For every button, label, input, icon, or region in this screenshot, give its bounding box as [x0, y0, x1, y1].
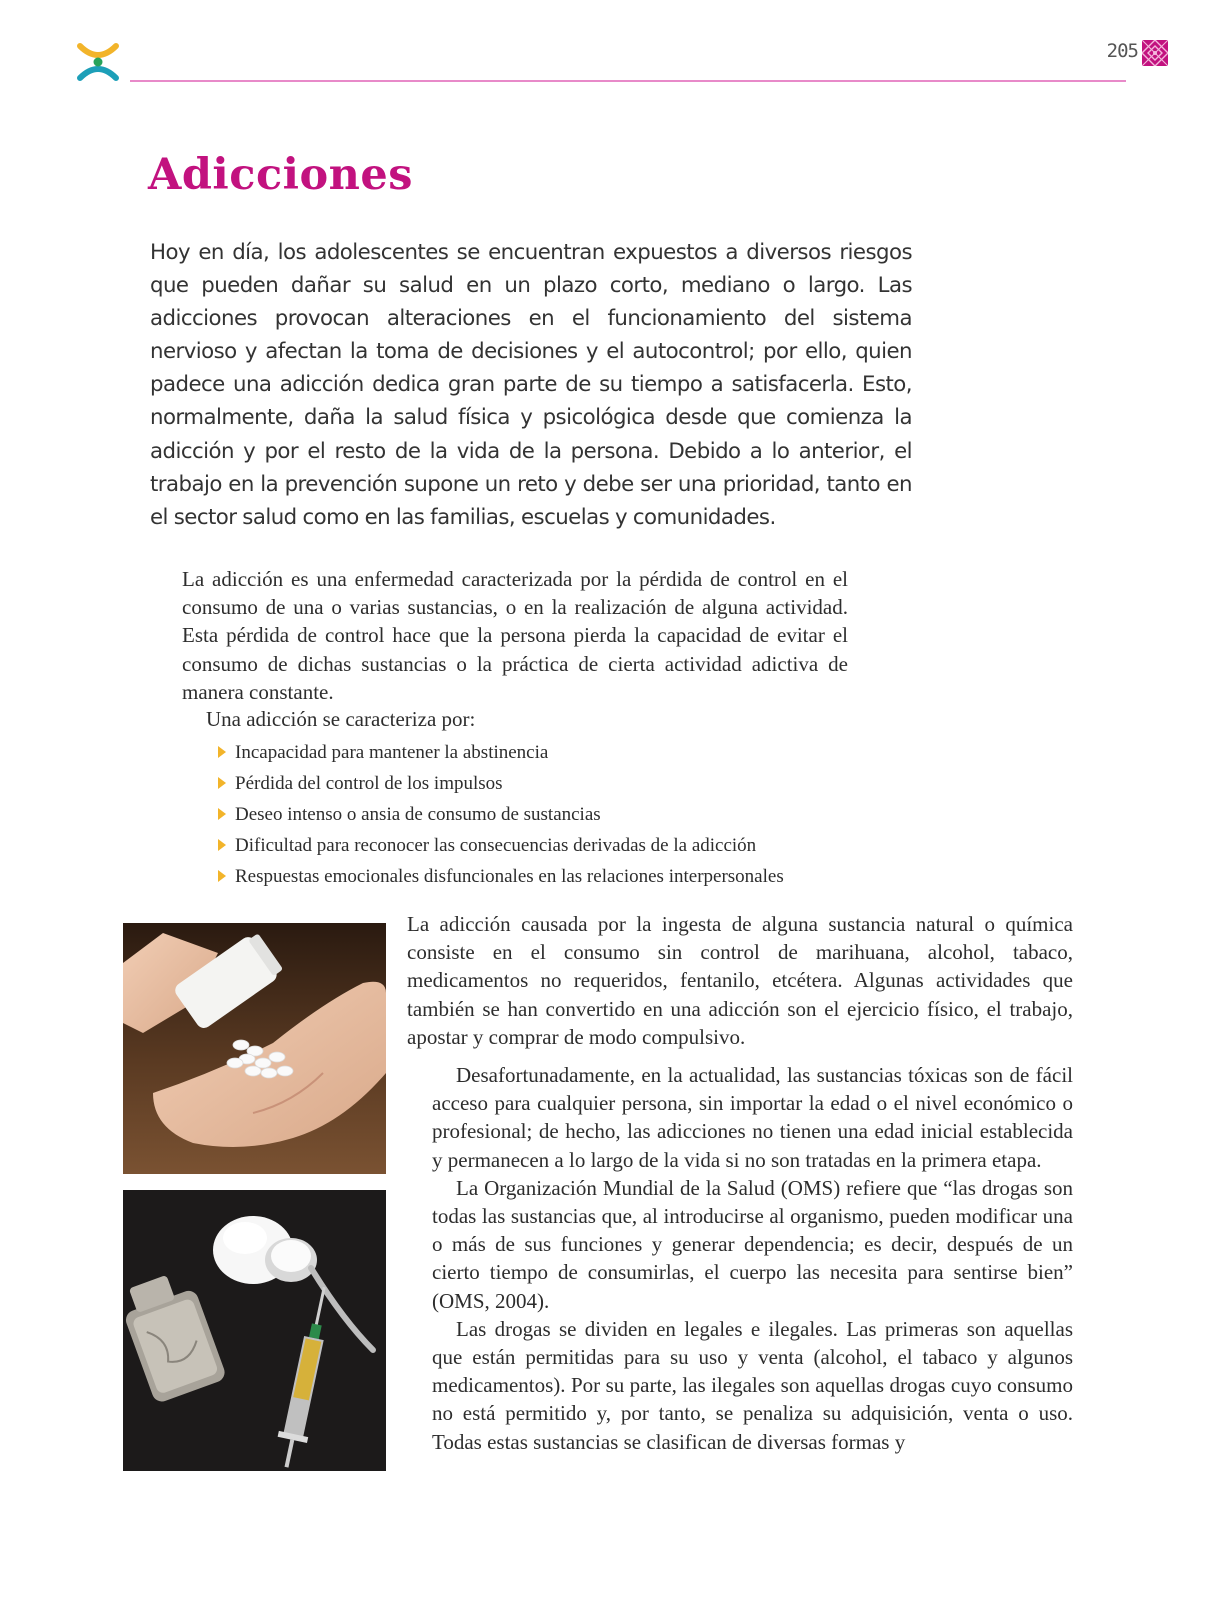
header-rule [130, 80, 1126, 82]
triangle-bullet-icon [218, 746, 226, 758]
definition-paragraph: La adicción es una enfermedad caracterizada por la pérdida de control en el consumo de una o varias sustancias, o en la realización de alguna actividad. Esta pérdida de control hace que la persona pierda la capacidad de evitar el consumo de dichas sustancias o la práctica de cierta actividad adictiva de manera constante. [182, 567, 848, 704]
body-paragraph-2: Desafortunadamente, en la actualidad, las sustancias tóxicas son de fácil acceso para cualquier persona, sin importar la edad o el nivel económico o profesional; de hecho, las adicciones no tienen una edad inicial establecida y permanecen a lo largo de la vida si no son tratadas en la primera etapa. [432, 1063, 1073, 1172]
page-number: 205 [1106, 40, 1138, 62]
magenta-pattern-icon [1142, 40, 1168, 66]
body-paragraph-1: La adicción causada por la ingesta de alguna sustancia natural o química consiste en el consumo sin control de marihuana, alcohol, tabaco, medicamentos no requeridos, fentanilo, etcétera. Algunas actividades que también se han convertido en una adicción son el ejercicio físico, el trabajo, apostar y comprar de modo compulsivo. [407, 912, 1073, 1049]
intro-paragraph: Hoy en día, los adolescentes se encuentran expuestos a diversos riesgos que pueden dañar su salud en un plazo corto, mediano o largo. Las adicciones provocan alteraciones en el funcionamiento del sistema nervioso y afectan la toma de decisiones y el autocontrol; por ello, quien padece una adicción dedica gran parte de su tiempo a satisfacerla. Esto, normalmente, daña la salud física y psicológica desde que comienza la adicción y por el resto de la vida de la persona. Debido a lo anterior, el trabajo en la prevención supone un reto y debe ser una prioridad, tanto en el sector salud como en las familias, escuelas y comunidades. [150, 240, 912, 530]
list-item: Respuestas emocionales disfuncionales en las relaciones interpersonales [218, 861, 784, 892]
drugs-photo [123, 1190, 386, 1471]
characteristics-list [218, 737, 784, 892]
book-logo-icon [74, 38, 122, 86]
list-item: Pérdida del control de los impulsos [218, 768, 784, 799]
body-paragraph-3: La Organización Mundial de la Salud (OMS) refiere que “las drogas son todas las sustancias que, al introducirse al organismo, pueden modificar una o más de sus funciones y generar dependencia; es decir, después de un cierto tiempo de consumirlas, el cuerpo las necesita para sentirse bien” (OMS, 2004). [432, 1175, 1073, 1313]
triangle-bullet-icon [218, 808, 226, 820]
list-item: Deseo intenso o ansia de consumo de sustancias [218, 799, 784, 830]
body-paragraph-4: Las drogas se dividen en legales e ilegales. Las primeras son aquellas que están permitidas para su uso y venta (alcohol, el tabaco y algunos medicamentos). Por su parte, las ilegales son aquellas drogas cuyo consumo no está permitido y, por tanto, se penaliza su adquisición, venta o uso. Todas estas sustancias se clasifican de diversas formas y [432, 1316, 1073, 1454]
list-item: Incapacidad para mantener la abstinencia [218, 737, 784, 768]
body-column [432, 1061, 1073, 1456]
page-title: Adicciones [148, 150, 413, 200]
list-lead: Una adicción se caracteriza por: [206, 707, 476, 731]
triangle-bullet-icon [218, 870, 226, 882]
list-item: Dificultad para reconocer las consecuencias derivadas de la adicción [218, 830, 784, 861]
triangle-bullet-icon [218, 777, 226, 789]
triangle-bullet-icon [218, 839, 226, 851]
pills-photo [123, 923, 386, 1174]
